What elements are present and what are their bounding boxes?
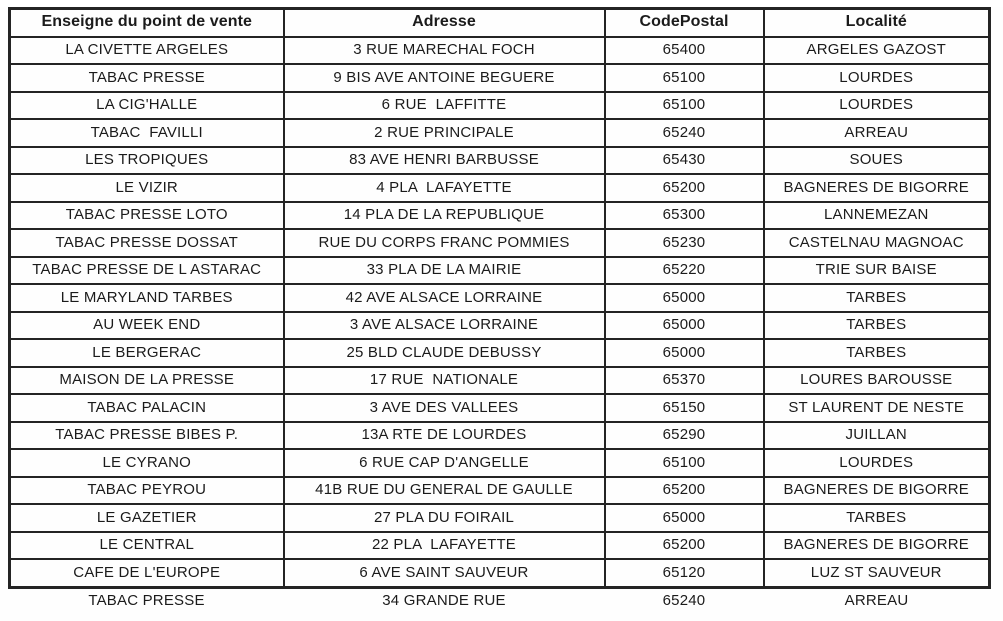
cell-localite: LUZ ST SAUVEUR [764, 559, 990, 587]
cell-codepostal: 65300 [605, 202, 764, 230]
table-row [10, 477, 990, 505]
header-row [10, 9, 990, 37]
cell-adresse: 25 BLD CLAUDE DEBUSSY [284, 339, 605, 367]
cell-localite: ARREAU [844, 592, 909, 610]
cell-codepostal: 65120 [605, 559, 764, 587]
cell-adresse: 9 BIS AVE ANTOINE BEGUERE [284, 64, 605, 92]
cell-enseigne: LA CIVETTE ARGELES [10, 37, 284, 65]
cell-localite: SOUES [764, 147, 990, 175]
table-row [10, 202, 990, 230]
cell-codepostal: 65000 [605, 339, 764, 367]
cell-adresse: 17 RUE NATIONALE [284, 367, 605, 395]
points-of-sale-table [8, 7, 991, 614]
cell-enseigne: TABAC PRESSE [88, 592, 205, 610]
table-row-outside-frame [10, 587, 990, 614]
cell-adresse: 42 AVE ALSACE LORRAINE [284, 284, 605, 312]
cell-localite: BAGNERES DE BIGORRE [764, 532, 990, 560]
cell-adresse: 6 RUE CAP D'ANGELLE [284, 449, 605, 477]
header-codepostal: CodePostal [605, 9, 764, 37]
cell-adresse: 41B RUE DU GENERAL DE GAULLE [284, 477, 605, 505]
table-row [10, 257, 990, 285]
cell-codepostal: 65400 [605, 37, 764, 65]
table-row [10, 284, 990, 312]
cell-codepostal: 65290 [605, 422, 764, 450]
cell-enseigne: TABAC PRESSE BIBES P. [10, 422, 284, 450]
table-row [10, 504, 990, 532]
cell-localite: LANNEMEZAN [764, 202, 990, 230]
cell-codepostal: 65220 [605, 257, 764, 285]
header-localite: Localité [764, 9, 990, 37]
cell-codepostal: 65370 [605, 367, 764, 395]
table-row [10, 119, 990, 147]
cell-enseigne: MAISON DE LA PRESSE [10, 367, 284, 395]
cell-localite: TARBES [764, 284, 990, 312]
cell-enseigne: LE BERGERAC [10, 339, 284, 367]
cell-localite: TARBES [764, 312, 990, 340]
cell-localite: ST LAURENT DE NESTE [764, 394, 990, 422]
cell-localite: BAGNERES DE BIGORRE [764, 477, 990, 505]
cell-localite: BAGNERES DE BIGORRE [764, 174, 990, 202]
cell-enseigne: TABAC PEYROU [10, 477, 284, 505]
cell-adresse: 3 RUE MARECHAL FOCH [284, 37, 605, 65]
cell-adresse: RUE DU CORPS FRANC POMMIES [284, 229, 605, 257]
cell-codepostal: 65230 [605, 229, 764, 257]
cell-codepostal: 65150 [605, 394, 764, 422]
cell-codepostal: 65200 [605, 174, 764, 202]
table-row [10, 394, 990, 422]
cell-enseigne: LES TROPIQUES [10, 147, 284, 175]
cell-adresse: 14 PLA DE LA REPUBLIQUE [284, 202, 605, 230]
cell-enseigne: TABAC FAVILLI [10, 119, 284, 147]
table-row [10, 37, 990, 65]
cell-adresse: 3 AVE DES VALLEES [284, 394, 605, 422]
cell-localite: CASTELNAU MAGNOAC [764, 229, 990, 257]
table-row [10, 532, 990, 560]
cell-localite: ARREAU [764, 119, 990, 147]
table-row [10, 422, 990, 450]
cell-adresse: 34 GRANDE RUE [382, 592, 506, 610]
cell-adresse: 33 PLA DE LA MAIRIE [284, 257, 605, 285]
cell-localite: ARGELES GAZOST [764, 37, 990, 65]
cell-adresse: 22 PLA LAFAYETTE [284, 532, 605, 560]
cell-localite: LOURDES [764, 449, 990, 477]
cell-enseigne: TABAC PALACIN [10, 394, 284, 422]
table-row [10, 312, 990, 340]
cell-enseigne: CAFE DE L'EUROPE [10, 559, 284, 587]
table-row [10, 92, 990, 120]
table-row [10, 367, 990, 395]
cell-enseigne: TABAC PRESSE [10, 64, 284, 92]
cell-localite: LOURES BAROUSSE [764, 367, 990, 395]
cell-adresse: 27 PLA DU FOIRAIL [284, 504, 605, 532]
cell-enseigne: LE GAZETIER [10, 504, 284, 532]
cell-adresse: 83 AVE HENRI BARBUSSE [284, 147, 605, 175]
cell-enseigne: LE CYRANO [10, 449, 284, 477]
cell-adresse: 2 RUE PRINCIPALE [284, 119, 605, 147]
table-row [10, 147, 990, 175]
cell-enseigne: AU WEEK END [10, 312, 284, 340]
cell-enseigne: LE VIZIR [10, 174, 284, 202]
cell-localite: LOURDES [764, 64, 990, 92]
cell-codepostal: 65100 [605, 64, 764, 92]
header-enseigne: Enseigne du point de vente [10, 9, 284, 37]
cell-codepostal: 65000 [605, 312, 764, 340]
scanned-document-page [0, 7, 1003, 621]
cell-adresse: 3 AVE ALSACE LORRAINE [284, 312, 605, 340]
cell-codepostal: 65000 [605, 284, 764, 312]
cell-codepostal: 65240 [662, 592, 706, 610]
cell-codepostal: 65200 [605, 532, 764, 560]
cell-codepostal: 65200 [605, 477, 764, 505]
table-row [10, 449, 990, 477]
cell-codepostal: 65100 [605, 92, 764, 120]
cell-codepostal: 65100 [605, 449, 764, 477]
cell-enseigne: LE CENTRAL [10, 532, 284, 560]
cell-adresse: 6 AVE SAINT SAUVEUR [284, 559, 605, 587]
cell-adresse: 6 RUE LAFFITTE [284, 92, 605, 120]
cell-enseigne: TABAC PRESSE DE L ASTARAC [10, 257, 284, 285]
cell-enseigne: LE MARYLAND TARBES [10, 284, 284, 312]
cell-localite: TRIE SUR BAISE [764, 257, 990, 285]
header-adresse: Adresse [284, 9, 605, 37]
cell-enseigne: TABAC PRESSE LOTO [10, 202, 284, 230]
cell-enseigne: TABAC PRESSE DOSSAT [10, 229, 284, 257]
table-row [10, 559, 990, 587]
cell-codepostal: 65430 [605, 147, 764, 175]
cell-localite: TARBES [764, 504, 990, 532]
table-row [10, 229, 990, 257]
cell-enseigne: LA CIG'HALLE [10, 92, 284, 120]
cell-codepostal: 65240 [605, 119, 764, 147]
cell-adresse: 4 PLA LAFAYETTE [284, 174, 605, 202]
cell-localite: JUILLAN [764, 422, 990, 450]
cell-adresse: 13A RTE DE LOURDES [284, 422, 605, 450]
cell-localite: LOURDES [764, 92, 990, 120]
table-row [10, 339, 990, 367]
table-row [10, 174, 990, 202]
table-row [10, 64, 990, 92]
cell-localite: TARBES [764, 339, 990, 367]
cell-codepostal: 65000 [605, 504, 764, 532]
